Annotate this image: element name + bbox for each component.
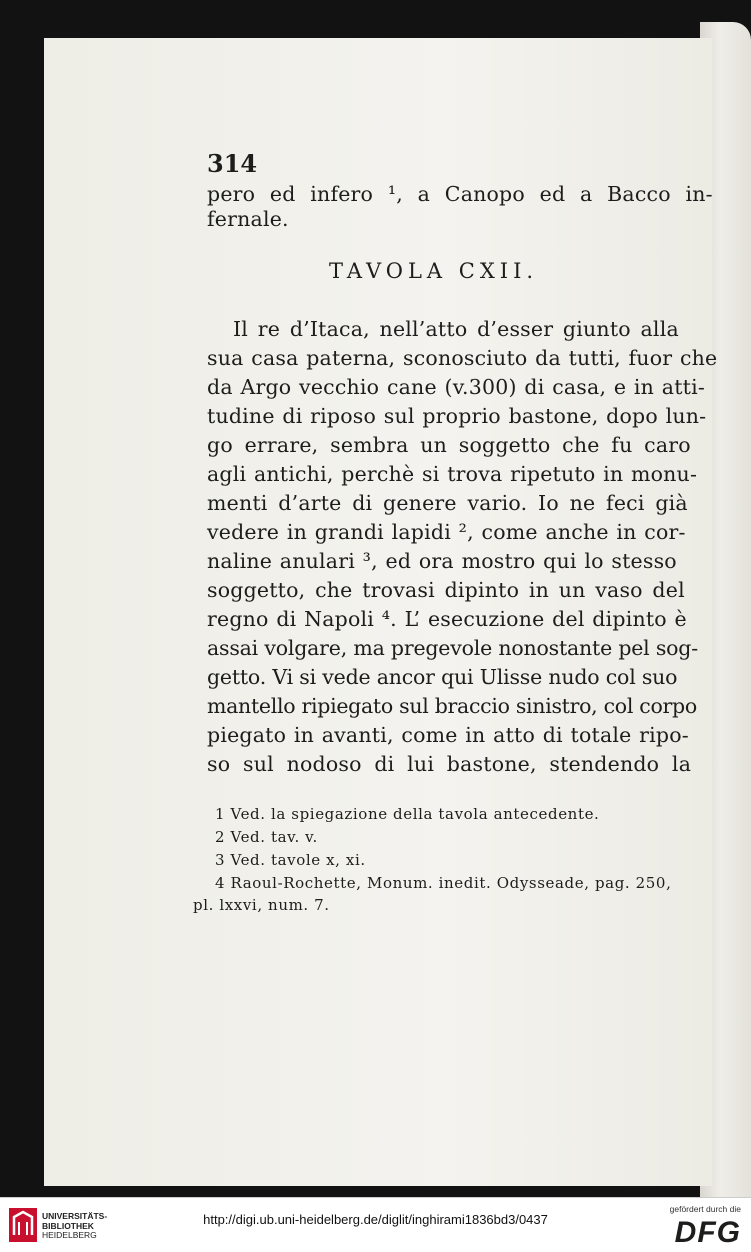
- intro-line: pero ed infero ¹, a Canopo ed a Bacco in-: [207, 182, 713, 206]
- body-line: go errare, sembra un soggetto che fu caro: [207, 433, 691, 457]
- body-line: da Argo vecchio cane (v.300) di casa, e in atti-: [207, 375, 705, 399]
- body-line: assai volgare, ma pregevole nonostante pel sog-: [207, 636, 698, 660]
- footnote: 1 Ved. la spiegazione della tavola antecedente.: [215, 805, 600, 823]
- viewer-footer: [0, 1197, 751, 1252]
- footnote: 2 Ved. tav. v.: [215, 828, 318, 846]
- body-line: so sul nodoso di lui bastone, stendendo la: [207, 752, 692, 776]
- library-name-line: HEIDELBERG: [42, 1230, 97, 1240]
- footnote: pl. lxxvi, num. 7.: [193, 896, 330, 914]
- body-line: regno di Napoli ⁴. L’ esecuzione del dipinto è: [207, 607, 687, 631]
- body-line: vedere in grandi lapidi ², come anche in cor-: [207, 520, 686, 544]
- body-line: tudine di riposo sul proprio bastone, dopo lun-: [207, 404, 707, 428]
- permalink-url[interactable]: http://digi.ub.uni-heidelberg.de/diglit/inghirami1836bd3/0437: [203, 1212, 548, 1227]
- body-line: agli antichi, perchè si trova ripetuto in monu-: [207, 462, 698, 486]
- library-name-line: UNIVERSITÄTS-: [42, 1211, 108, 1221]
- footnote: 3 Ved. tavole x, xi.: [215, 851, 366, 869]
- page-number: 314: [207, 149, 258, 178]
- body-line: mantello ripiegato sul braccio sinistro, col corpo: [207, 694, 697, 718]
- library-name-line: BIBLIOTHEK: [42, 1220, 94, 1231]
- dfg-logo: DFG: [674, 1216, 741, 1249]
- body-line: menti d’arte di genere vario. Io ne feci già: [207, 491, 688, 515]
- body-line: soggetto, che trovasi dipinto in un vaso del: [207, 578, 685, 602]
- funding-note: gefördert durch die: [669, 1204, 741, 1214]
- body-line: naline anulari ³, ed ora mostro qui lo stesso: [207, 549, 677, 573]
- body-line: piegato in avanti, come in atto di totale ripo-: [207, 723, 689, 747]
- footnote: 4 Raoul-Rochette, Monum. inedit. Odysseade, pag. 250,: [215, 874, 672, 892]
- plate-heading: TAVOLA CXII.: [329, 259, 539, 283]
- body-line: getto. Vi si vede ancor qui Ulisse nudo col suo: [207, 665, 678, 689]
- body-line: Il re d’Itaca, nell’atto d’esser giunto alla: [233, 317, 679, 341]
- intro-line: fernale.: [207, 207, 289, 231]
- body-line: sua casa paterna, sconosciuto da tutti, fuor che: [207, 346, 718, 370]
